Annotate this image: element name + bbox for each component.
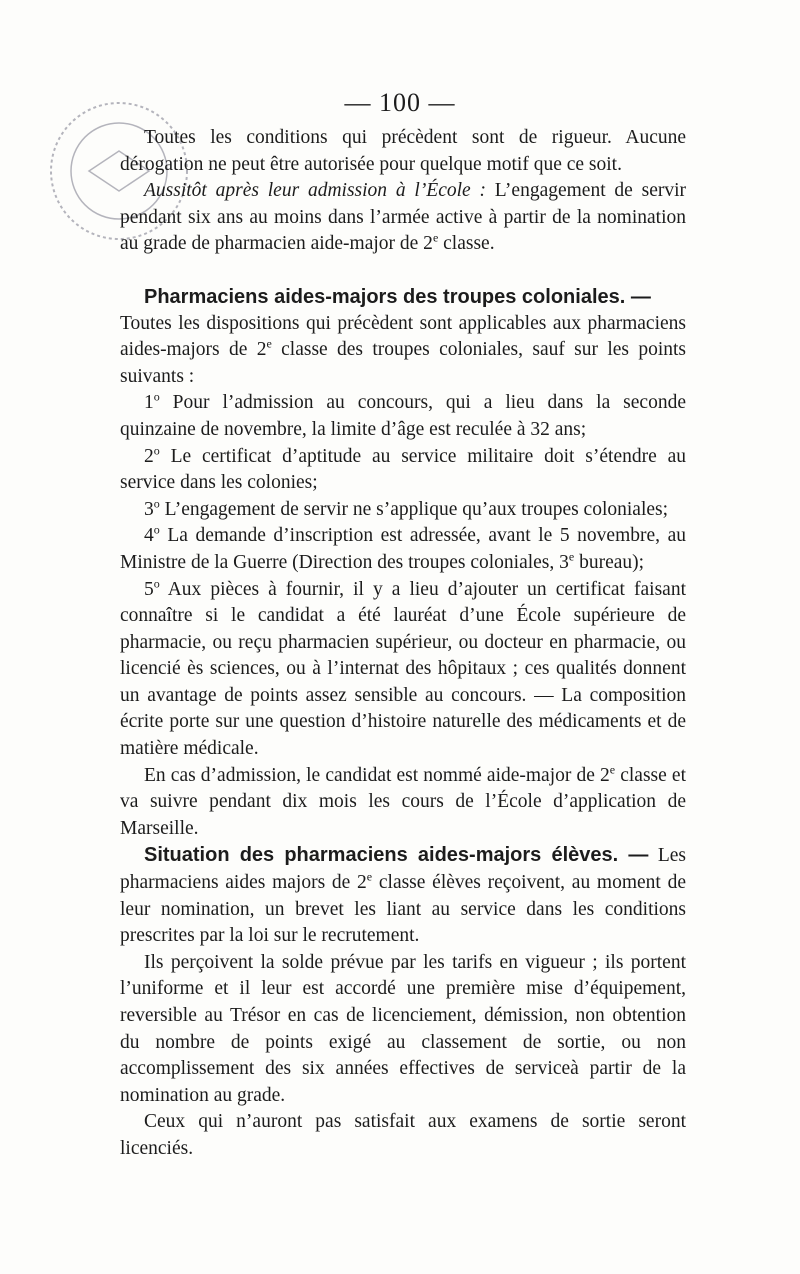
list-item: 2$^o$ Le certificat d’aptitude au service militaire doit s’étendre au service dans les colonies; (120, 443, 686, 494)
section-2-paragraph-3: Ceux qui n’auront pas satisfait aux examens de sortie seront licenciés. (120, 1111, 686, 1159)
section-2-heading: Situation des pharmaciens aides-majors élèves. — (144, 844, 649, 867)
body-text (120, 125, 686, 1163)
intro-paragraph-2 (120, 178, 686, 258)
intro-p2-end: classe. (438, 233, 495, 255)
section-1-intro: Toutes les dispositions qui précèdent sont applicables aux pharmaciens aides-majors de 2e classe des troupes coloniales, sauf sur les points suivants : (120, 312, 687, 387)
page-number: — 100 — (344, 88, 456, 117)
list-item: 1$^o$ Pour l’admission au concours, qui a lieu dans la seconde quinzaine de novembre, la limite d’âge est reculée à 32 ans; (120, 389, 686, 440)
intro-label: Aussitôt après leur admission à l’École : (144, 180, 486, 202)
list-item: 3$^o$ L’engagement de servir ne s’applique qu’aux troupes coloniales; (144, 496, 669, 520)
section-2-paragraph-1: Situation des pharmaciens aides-majors élèves. — Les pharmaciens aides majors de 2e classe élèves reçoivent, au moment de leur nomination, un brevet les liant au service dans les conditions prescrites par la loi sur le recrutement. (120, 844, 686, 947)
section-1-heading: Pharmaciens aides-majors des troupes coloniales. — (144, 285, 651, 308)
intro-p2-sup: e (432, 230, 439, 245)
list-item: 5$^o$ Aux pièces à fournir, il y a lieu d’ajouter un certificat faisant connaître si le candidat a été lauréat d’une École supérieure de pharmacie, ou reçu pharmacien supérieur, ou docteur en pharmacie, ou licencié ès sciences, ou à l’internat des hôpitaux ; ces qualités donnent un avantage de points assez sensible au concours. — La composition écrite porte sur une question d’histoire naturelle des médicaments et de matière médicale. (120, 576, 686, 760)
list-item: 4$^o$ La demande d’inscription est adressée, avant le 5 novembre, au Ministre de la Guerre (Direction des troupes coloniales, 3e bureau); (120, 522, 686, 573)
intro-paragraph-1: Toutes les conditions qui précèdent sont de rigueur. Aucune dérogation ne peut être autorisée pour quelque motif que ce soit. (120, 127, 686, 175)
section-1-closing: En cas d’admission, le candidat est nommé aide-major de 2e classe et va suivre pendant dix mois les cours de l’École d’application de Marseille. (120, 762, 686, 839)
section-2-paragraph-2: Ils perçoivent la solde prévue par les tarifs en vigueur ; ils portent l’uniforme et il leur est accordé une première mise d’équipement, reversible au Trésor en cas de licenciement, démission, non obtention du nombre de points exigé au classement de sortie, ou non accomplissement des six années effectives de serviceà partir de la nomination au grade. (120, 951, 686, 1106)
intro-p2-text: L’engagement de servir pendant six ans au moins dans l’armée active à partir de la nomination au grade de pharmacien aide-major de 2 (120, 180, 687, 255)
